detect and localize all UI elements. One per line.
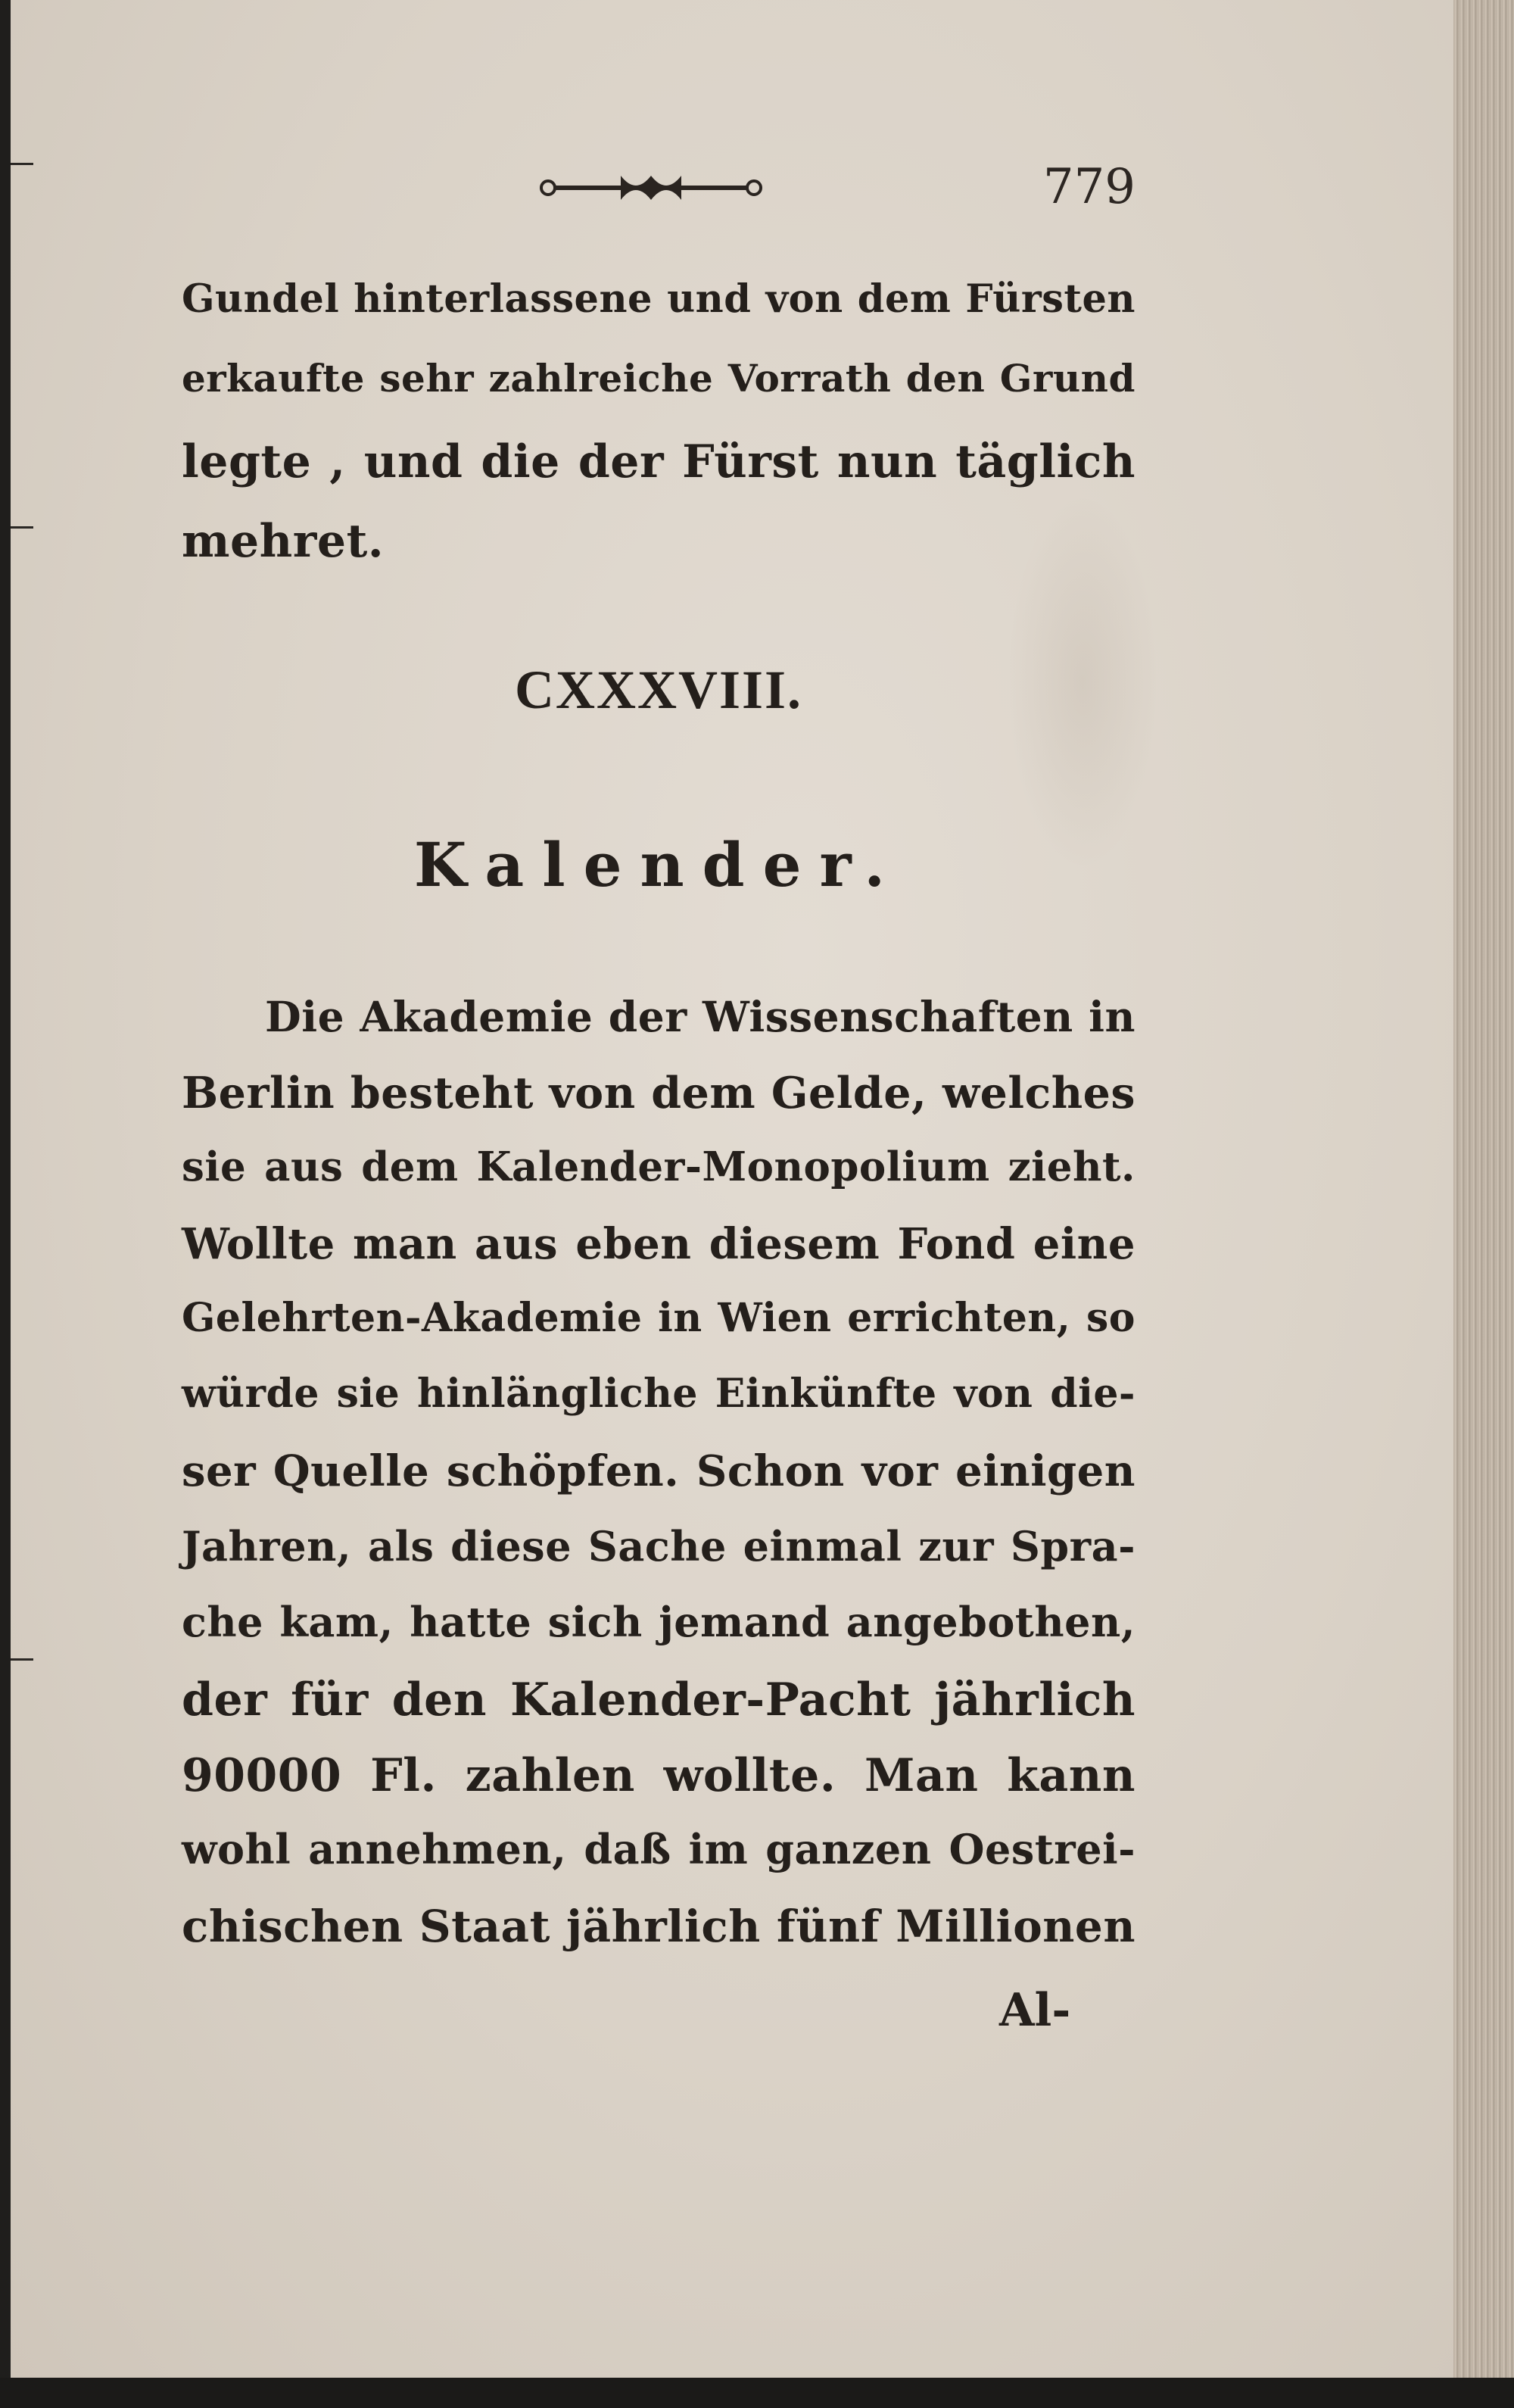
page-number: 779 xyxy=(1042,159,1136,215)
text-line: 90000 Fl. zahlen wollte. Man kann xyxy=(182,1749,1136,1802)
text-line: der für den Kalender-Pacht jährlich xyxy=(182,1673,1136,1726)
text-line: mehret. xyxy=(182,515,385,568)
page-header xyxy=(182,159,1136,220)
binding-mark xyxy=(11,1658,33,1661)
section-title: Kalender. xyxy=(413,829,904,900)
text-line: ser Quelle schöpfen. Schon vor einigen xyxy=(182,1446,1136,1496)
binding-mark xyxy=(11,526,33,529)
text-line: Wollte man aus eben diesem Fond eine xyxy=(182,1219,1136,1269)
text-line: Jahren, als diese Sache einmal zur Spra- xyxy=(182,1522,1136,1571)
text-line: Gelehrten-Akademie in Wien errichten, so xyxy=(182,1295,1136,1341)
text-line: che kam, hatte sich jemand angebothen, xyxy=(182,1598,1136,1646)
text-line: chischen Staat jährlich fünf Millionen xyxy=(182,1901,1136,1952)
text-line: wohl annehmen, daß im ganzen Oestrei- xyxy=(182,1825,1136,1873)
text-line: Gundel hinterlassene und von dem Fürsten xyxy=(182,276,1136,322)
text-line: würde sie hinlängliche Einkünfte von die- xyxy=(182,1371,1136,1417)
text-line: sie aus dem Kalender-Monopolium zieht. xyxy=(182,1143,1136,1190)
text-line: erkaufte sehr zahlreiche Vorrath den Grund xyxy=(182,356,1136,401)
catchword: Al- xyxy=(999,1984,1071,2037)
book-binding xyxy=(0,0,11,2378)
text-line: Die Akademie der Wissenschaften in xyxy=(265,992,1136,1041)
binding-mark xyxy=(11,163,33,165)
header-ornament-icon xyxy=(537,165,765,211)
section-number: CXXXVIII. xyxy=(514,660,803,720)
text-line: legte , und die der Fürst nun täglich xyxy=(182,435,1136,488)
page-edges xyxy=(1453,0,1514,2378)
text-line: Berlin besteht von dem Gelde, welches xyxy=(182,1068,1136,1118)
